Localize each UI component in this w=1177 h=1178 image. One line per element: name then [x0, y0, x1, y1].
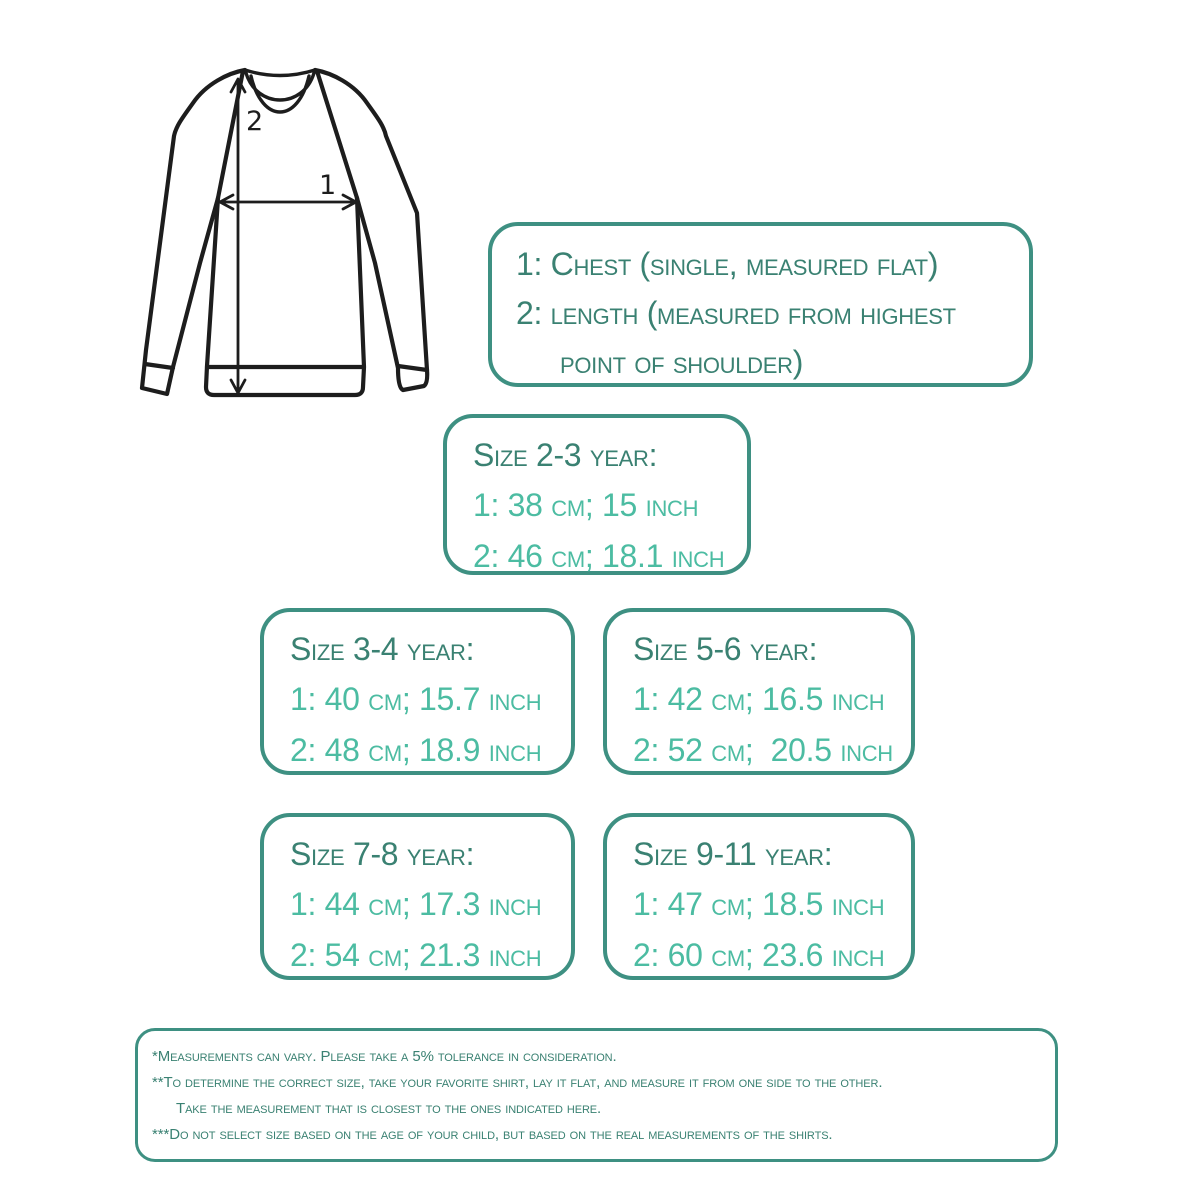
size-title: Size 2-3 year: — [473, 437, 658, 473]
length-measurement: 2: 46 cm; 18.1 inch — [473, 538, 725, 574]
length-measurement: 2: 52 cm; 20.5 inch — [633, 732, 893, 768]
chest-measurement: 1: 38 cm; 15 inch — [473, 487, 699, 523]
size-title: Size 5-6 year: — [633, 631, 818, 667]
length-arrow-label: 2 — [246, 106, 264, 137]
legend-chest-definition: 1: Chest (single, measured flat) — [516, 246, 939, 282]
footnotes-box — [135, 1028, 1058, 1162]
sweater-diagram — [130, 50, 460, 420]
chest-measurement: 1: 42 cm; 16.5 inch — [633, 681, 885, 717]
size-title: Size 9-11 year: — [633, 836, 833, 872]
size-title: Size 7-8 year: — [290, 836, 475, 872]
note-how-to-measure: **To determine the correct size, take your favorite shirt, lay it flat, and measure it from one side to the other. — [152, 1074, 883, 1091]
length-measurement: 2: 48 cm; 18.9 inch — [290, 732, 542, 768]
sweater-left-cuff-line — [145, 364, 173, 368]
legend-length-definition-cont: point of shoulder) — [560, 344, 804, 380]
size-box-9-11-year — [603, 813, 915, 980]
chest-measurement: 1: 40 cm; 15.7 inch — [290, 681, 542, 717]
size-box-7-8-year — [260, 813, 575, 980]
sweater-left-sleeve — [142, 70, 245, 394]
note-age-warning: ***Do not select size based on the age of your child, but based on the real measurements of the shirts. — [152, 1126, 833, 1143]
chest-measurement: 1: 44 cm; 17.3 inch — [290, 886, 542, 922]
sweater-right-cuff-line — [398, 366, 427, 370]
note-tolerance: *Measurements can vary. Please take a 5% tolerance in consideration. — [152, 1048, 617, 1065]
note-how-to-measure-cont: Take the measurement that is closest to the ones indicated here. — [176, 1100, 602, 1117]
size-title: Size 3-4 year: — [290, 631, 475, 667]
chest-arrow-label: 1 — [319, 170, 337, 201]
chest-measurement: 1: 47 cm; 18.5 inch — [633, 886, 885, 922]
size-box-3-4-year — [260, 608, 575, 775]
length-measurement: 2: 60 cm; 23.6 inch — [633, 937, 885, 973]
length-measurement: 2: 54 cm; 21.3 inch — [290, 937, 542, 973]
size-box-5-6-year — [603, 608, 915, 775]
legend-length-definition: 2: length (measured from highest — [516, 295, 956, 331]
legend-box — [488, 222, 1033, 387]
size-box-2-3-year — [443, 414, 751, 575]
